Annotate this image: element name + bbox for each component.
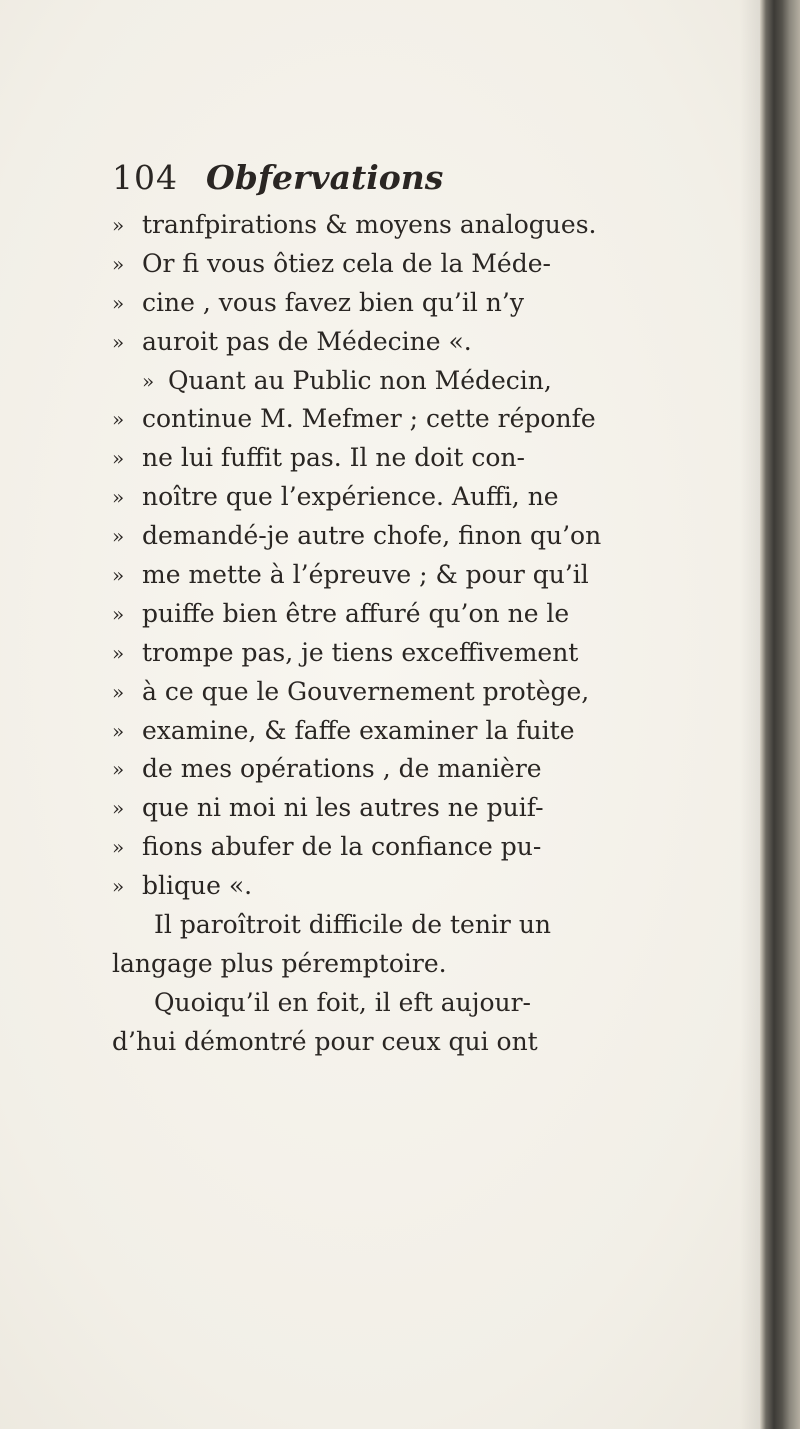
- line-text: Quoiqu’il en foit, il eft aujour-: [154, 987, 532, 1017]
- quote-mark: »: [112, 679, 125, 704]
- text-line: [112, 750, 672, 789]
- quote-mark: »: [112, 640, 125, 665]
- line-text: cine , vous favez bien qu’il n’y: [142, 287, 524, 317]
- text-line: [112, 439, 672, 478]
- line-text: blique «.: [142, 871, 253, 901]
- quote-mark: »: [112, 835, 125, 860]
- text-line: [112, 517, 672, 556]
- line-text: de mes opérations , de manière: [142, 754, 542, 784]
- line-text: demandé-je autre chofe, finon qu’on: [142, 521, 602, 551]
- text-line: [112, 712, 672, 751]
- running-title: Obfervations: [206, 158, 444, 197]
- text-line: [112, 634, 672, 673]
- line-text: à ce que le Gouvernement protège,: [142, 676, 590, 706]
- text-line: [112, 789, 672, 828]
- page-edge-shadow: [740, 0, 760, 1429]
- line-text: continue M. Mefmer ; cette réponfe: [142, 404, 596, 434]
- line-text: fions abufer de la confiance pu-: [142, 832, 542, 862]
- line-text: me mette à l’épreuve ; & pour qu’il: [142, 560, 589, 590]
- line-text: trompe pas, je tiens exceffivement: [142, 637, 579, 667]
- text-line: [112, 400, 672, 439]
- line-text: langage plus péremptoire.: [112, 948, 447, 978]
- quote-mark: »: [112, 213, 125, 237]
- line-text: d’hui démontré pour ceux qui ont: [112, 1026, 538, 1056]
- text-line: [112, 1023, 672, 1062]
- line-text: auroit pas de Médecine «.: [142, 326, 472, 356]
- quote-mark: »: [112, 251, 125, 276]
- quote-mark: »: [112, 874, 125, 899]
- book-binding-edge: [760, 0, 800, 1429]
- quote-mark: »: [112, 290, 125, 315]
- quote-mark: »: [112, 601, 125, 626]
- quote-mark: »: [112, 329, 125, 354]
- line-text: puiffe bien être affuré qu’on ne le: [142, 598, 570, 628]
- quote-mark: »: [112, 485, 125, 510]
- quote-mark: »: [142, 368, 155, 393]
- quote-mark: »: [112, 446, 125, 471]
- quote-mark: »: [112, 407, 125, 432]
- text-line: [112, 673, 672, 712]
- line-text: ne lui fuffit pas. Il ne doit con-: [142, 443, 525, 473]
- text-line: [112, 828, 672, 867]
- text-line: [112, 284, 672, 323]
- text-line: [112, 867, 672, 906]
- text-line: [112, 945, 672, 984]
- text-line: [112, 984, 672, 1023]
- quote-mark: »: [112, 524, 125, 549]
- text-line: [112, 556, 672, 595]
- text-line: [112, 323, 672, 362]
- text-line: [112, 595, 672, 634]
- quote-mark: »: [112, 757, 125, 782]
- text-line: [112, 245, 672, 284]
- line-text: que ni moi ni les autres ne puif-: [142, 793, 544, 823]
- body-text: [112, 206, 672, 1062]
- line-text: Or fi vous ôtiez cela de la Méde-: [142, 248, 551, 278]
- text-line: [112, 906, 672, 945]
- page-number: 104: [112, 158, 178, 197]
- line-text: tranfpirations & moyens analogues.: [142, 210, 597, 239]
- text-line: [112, 206, 672, 245]
- quote-mark: »: [112, 718, 125, 743]
- quote-mark: »: [112, 796, 125, 821]
- text-line: [112, 362, 672, 401]
- quote-mark: »: [112, 563, 125, 588]
- line-text: Il paroîtroit difficile de tenir un: [154, 910, 552, 940]
- line-text: examine, & faffe examiner la fuite: [142, 715, 575, 745]
- line-text: Quant au Public non Médecin,: [168, 365, 552, 395]
- line-text: noître que l’expérience. Auffi, ne: [142, 482, 559, 512]
- page-header: [112, 153, 672, 203]
- text-line: [112, 478, 672, 517]
